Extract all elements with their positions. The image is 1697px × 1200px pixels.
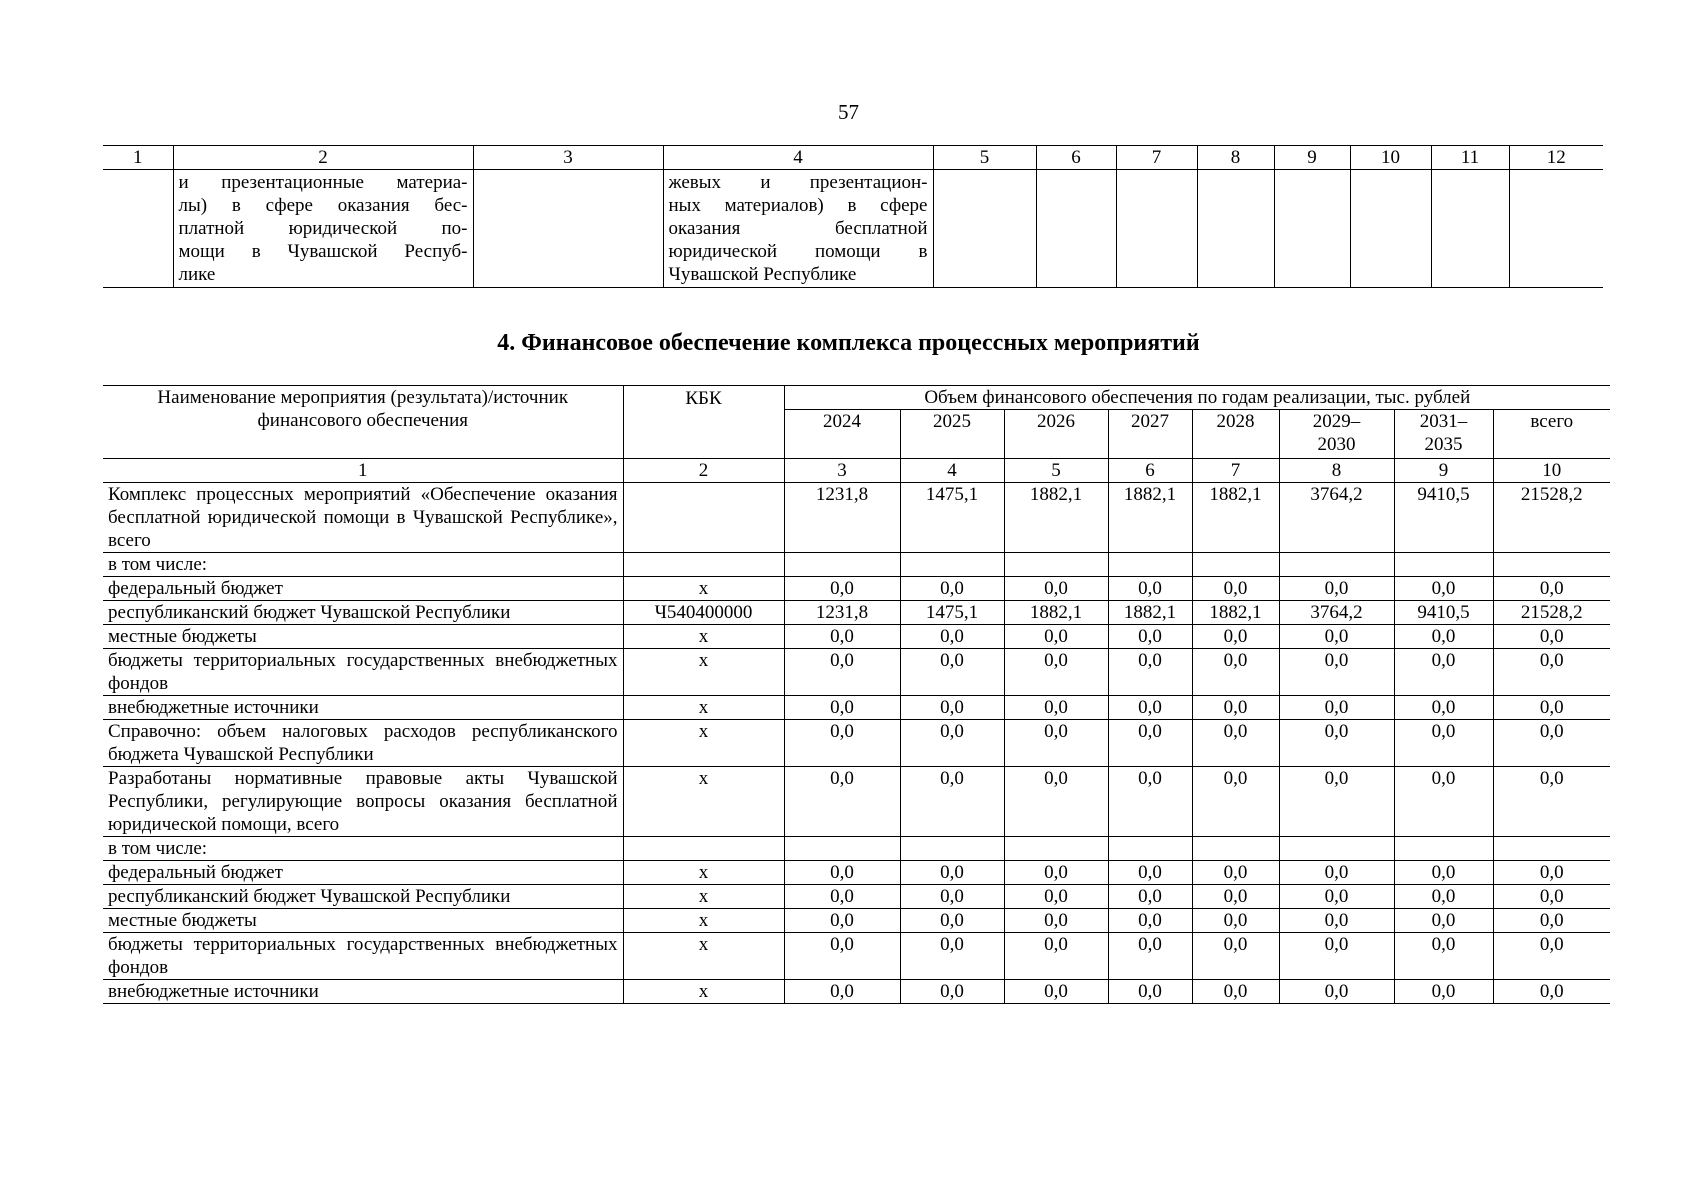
row-value: 0,0 bbox=[1279, 909, 1394, 933]
row-kbk: х bbox=[623, 767, 784, 837]
column-number: 1 bbox=[103, 459, 623, 483]
cell-empty bbox=[1036, 170, 1116, 288]
table-row bbox=[103, 483, 1610, 553]
row-value: 1882,1 bbox=[1004, 483, 1108, 553]
row-value: 0,0 bbox=[1004, 649, 1108, 696]
table-row bbox=[103, 885, 1610, 909]
row-value: 0,0 bbox=[1004, 625, 1108, 649]
row-name: Разработаны нормативные правовые акты Чувашской Республики, регулирующие вопросы оказания бесплатной юридической помощи, всего bbox=[103, 767, 623, 837]
row-value: 0,0 bbox=[1279, 885, 1394, 909]
header-kbk: КБК bbox=[623, 386, 784, 459]
row-name: бюджеты территориальных государственных внебюджетных фондов bbox=[103, 933, 623, 980]
row-value: 0,0 bbox=[1192, 696, 1279, 720]
column-number: 4 bbox=[663, 146, 933, 170]
row-value: 0,0 bbox=[1108, 720, 1192, 767]
row-value: 0,0 bbox=[1192, 720, 1279, 767]
section-title: 4. Финансовое обеспечение комплекса процессных мероприятий bbox=[497, 330, 1200, 356]
row-name: бюджеты территориальных государственных внебюджетных фондов bbox=[103, 649, 623, 696]
row-value: 0,0 bbox=[1493, 649, 1610, 696]
row-name: внебюджетные источники bbox=[103, 980, 623, 1004]
row-value: 9410,5 bbox=[1394, 483, 1493, 553]
row-kbk: х bbox=[623, 696, 784, 720]
column-number: 7 bbox=[1116, 146, 1197, 170]
table-row bbox=[103, 696, 1610, 720]
row-value bbox=[1279, 837, 1394, 861]
row-kbk: х bbox=[623, 933, 784, 980]
row-value: 0,0 bbox=[1394, 909, 1493, 933]
row-value: 1475,1 bbox=[900, 601, 1004, 625]
row-kbk: х bbox=[623, 625, 784, 649]
row-value: 1882,1 bbox=[1108, 483, 1192, 553]
column-number: 9 bbox=[1274, 146, 1350, 170]
row-value bbox=[1279, 553, 1394, 577]
table-body bbox=[103, 483, 1610, 1004]
row-value: 0,0 bbox=[900, 980, 1004, 1004]
table-row bbox=[103, 837, 1610, 861]
row-value: 0,0 bbox=[1192, 625, 1279, 649]
row-value: 0,0 bbox=[1394, 980, 1493, 1004]
row-value bbox=[900, 553, 1004, 577]
row-kbk: х bbox=[623, 577, 784, 601]
row-value: 0,0 bbox=[1108, 885, 1192, 909]
cell-col3 bbox=[473, 170, 663, 288]
row-value: 0,0 bbox=[1108, 577, 1192, 601]
cell-event-name bbox=[173, 170, 473, 288]
row-value: 0,0 bbox=[784, 767, 900, 837]
table-row bbox=[103, 601, 1610, 625]
row-value: 9410,5 bbox=[1394, 601, 1493, 625]
column-number: 9 bbox=[1394, 459, 1493, 483]
row-value: 0,0 bbox=[1004, 696, 1108, 720]
row-value bbox=[784, 837, 900, 861]
cell-empty bbox=[933, 170, 1036, 288]
row-value: 0,0 bbox=[900, 885, 1004, 909]
row-value bbox=[1493, 837, 1610, 861]
continuation-table bbox=[103, 145, 1603, 288]
row-kbk bbox=[623, 483, 784, 553]
row-value: 0,0 bbox=[1004, 885, 1108, 909]
cell-line: оказания бесплатной bbox=[668, 218, 928, 239]
row-value: 0,0 bbox=[900, 625, 1004, 649]
column-number: 4 bbox=[900, 459, 1004, 483]
table-row bbox=[103, 577, 1610, 601]
row-value: 0,0 bbox=[1493, 767, 1610, 837]
table-row bbox=[103, 625, 1610, 649]
row-value: 0,0 bbox=[1108, 861, 1192, 885]
row-value: 1882,1 bbox=[1004, 601, 1108, 625]
row-value bbox=[1004, 837, 1108, 861]
table-row bbox=[103, 933, 1610, 980]
row-value: 0,0 bbox=[1108, 625, 1192, 649]
row-value: 0,0 bbox=[900, 720, 1004, 767]
row-value bbox=[1108, 837, 1192, 861]
row-value: 0,0 bbox=[1394, 933, 1493, 980]
cell-col1 bbox=[103, 170, 173, 288]
cell-result-description bbox=[663, 170, 933, 288]
row-value: 1882,1 bbox=[1108, 601, 1192, 625]
column-number: 6 bbox=[1036, 146, 1116, 170]
row-value: 0,0 bbox=[1192, 649, 1279, 696]
row-value bbox=[1493, 553, 1610, 577]
row-value: 0,0 bbox=[1192, 933, 1279, 980]
cell-line: лы) в сфере оказания бес- bbox=[178, 195, 468, 216]
row-value: 21528,2 bbox=[1493, 483, 1610, 553]
row-value: 0,0 bbox=[1493, 696, 1610, 720]
column-number: 10 bbox=[1350, 146, 1431, 170]
financial-table bbox=[103, 385, 1610, 1004]
row-value: 0,0 bbox=[1004, 861, 1108, 885]
row-value: 1882,1 bbox=[1192, 483, 1279, 553]
row-value: 1231,8 bbox=[784, 483, 900, 553]
column-number: 3 bbox=[784, 459, 900, 483]
row-value: 0,0 bbox=[1394, 649, 1493, 696]
row-value: 0,0 bbox=[1108, 909, 1192, 933]
page-number: 57 bbox=[838, 100, 859, 124]
table-row bbox=[103, 861, 1610, 885]
header-year: 2028 bbox=[1192, 410, 1279, 459]
row-value: 0,0 bbox=[1004, 980, 1108, 1004]
cell-line: юридической помощи в bbox=[668, 241, 928, 262]
row-name: федеральный бюджет bbox=[103, 861, 623, 885]
column-number: 6 bbox=[1108, 459, 1192, 483]
column-number: 2 bbox=[623, 459, 784, 483]
column-number: 10 bbox=[1493, 459, 1610, 483]
row-name: местные бюджеты bbox=[103, 909, 623, 933]
row-value: 0,0 bbox=[1004, 933, 1108, 980]
row-value: 0,0 bbox=[1279, 767, 1394, 837]
row-value: 0,0 bbox=[1394, 767, 1493, 837]
header-year: 2029– 2030 bbox=[1279, 410, 1394, 459]
row-value: 0,0 bbox=[1279, 649, 1394, 696]
row-value: 0,0 bbox=[1493, 625, 1610, 649]
cell-line: ных материалов) в сфере bbox=[668, 195, 928, 216]
column-number: 8 bbox=[1279, 459, 1394, 483]
column-number-row bbox=[103, 146, 1603, 170]
row-name: в том числе: bbox=[103, 837, 623, 861]
row-value: 0,0 bbox=[1108, 649, 1192, 696]
row-value: 0,0 bbox=[1279, 861, 1394, 885]
row-value: 0,0 bbox=[1192, 980, 1279, 1004]
row-value: 0,0 bbox=[1108, 767, 1192, 837]
table-row bbox=[103, 649, 1610, 696]
row-value: 0,0 bbox=[1004, 720, 1108, 767]
header-year: 2025 bbox=[900, 410, 1004, 459]
cell-empty bbox=[1509, 170, 1603, 288]
row-value: 0,0 bbox=[784, 577, 900, 601]
row-value: 0,0 bbox=[1192, 577, 1279, 601]
cell-empty bbox=[1431, 170, 1509, 288]
row-value: 1231,8 bbox=[784, 601, 900, 625]
row-value: 0,0 bbox=[1394, 696, 1493, 720]
row-value: 0,0 bbox=[784, 909, 900, 933]
row-value: 0,0 bbox=[1394, 577, 1493, 601]
table-row bbox=[103, 980, 1610, 1004]
header-year: всего bbox=[1493, 410, 1610, 459]
column-number: 8 bbox=[1197, 146, 1274, 170]
row-value bbox=[1394, 837, 1493, 861]
row-name: в том числе: bbox=[103, 553, 623, 577]
row-name: внебюджетные источники bbox=[103, 696, 623, 720]
cell-line: лике bbox=[178, 264, 216, 285]
header-name: Наименование мероприятия (результата)/источник финансового обеспечения bbox=[103, 386, 623, 459]
row-value: 0,0 bbox=[900, 696, 1004, 720]
row-value: 0,0 bbox=[1493, 861, 1610, 885]
row-value: 0,0 bbox=[1394, 885, 1493, 909]
cell-empty bbox=[1350, 170, 1431, 288]
row-value: 0,0 bbox=[900, 649, 1004, 696]
row-value: 0,0 bbox=[784, 885, 900, 909]
header-volume: Объем финансового обеспечения по годам реализации, тыс. рублей bbox=[784, 386, 1610, 410]
row-value: 0,0 bbox=[784, 696, 900, 720]
row-value: 0,0 bbox=[1108, 980, 1192, 1004]
row-kbk: х bbox=[623, 980, 784, 1004]
cell-line: жевых и презентацион- bbox=[668, 172, 928, 193]
row-kbk: х bbox=[623, 649, 784, 696]
row-kbk: х bbox=[623, 885, 784, 909]
table-row bbox=[103, 767, 1610, 837]
row-value: 0,0 bbox=[900, 861, 1004, 885]
header-year: 2024 bbox=[784, 410, 900, 459]
row-value bbox=[1192, 837, 1279, 861]
cell-empty bbox=[1197, 170, 1274, 288]
row-name: федеральный бюджет bbox=[103, 577, 623, 601]
row-value: 0,0 bbox=[1004, 577, 1108, 601]
row-value: 0,0 bbox=[1493, 980, 1610, 1004]
table-row bbox=[103, 720, 1610, 767]
row-value: 0,0 bbox=[784, 980, 900, 1004]
row-value: 0,0 bbox=[1279, 696, 1394, 720]
row-value: 0,0 bbox=[1394, 720, 1493, 767]
row-value: 0,0 bbox=[1493, 720, 1610, 767]
row-kbk bbox=[623, 553, 784, 577]
row-value: 0,0 bbox=[1108, 696, 1192, 720]
row-value: 0,0 bbox=[1394, 625, 1493, 649]
row-value bbox=[1394, 553, 1493, 577]
cell-empty bbox=[1274, 170, 1350, 288]
row-value: 0,0 bbox=[784, 720, 900, 767]
row-value bbox=[784, 553, 900, 577]
row-value: 21528,2 bbox=[1493, 601, 1610, 625]
row-value: 0,0 bbox=[784, 933, 900, 980]
row-value: 0,0 bbox=[1192, 767, 1279, 837]
row-value: 0,0 bbox=[1394, 861, 1493, 885]
row-name: республиканский бюджет Чувашской Республики bbox=[103, 601, 623, 625]
row-name: республиканский бюджет Чувашской Республики bbox=[103, 885, 623, 909]
cell-line: и презентационные материа- bbox=[178, 172, 468, 193]
row-value: 0,0 bbox=[1279, 980, 1394, 1004]
row-value: 0,0 bbox=[1192, 885, 1279, 909]
column-number: 3 bbox=[473, 146, 663, 170]
row-value bbox=[900, 837, 1004, 861]
row-name: местные бюджеты bbox=[103, 625, 623, 649]
column-number: 7 bbox=[1192, 459, 1279, 483]
row-value: 0,0 bbox=[900, 909, 1004, 933]
column-number: 12 bbox=[1509, 146, 1603, 170]
row-value: 0,0 bbox=[1493, 933, 1610, 980]
column-number: 1 bbox=[103, 146, 173, 170]
cell-line: Чувашской Республике bbox=[668, 264, 857, 285]
column-number: 2 bbox=[173, 146, 473, 170]
cell-empty bbox=[1116, 170, 1197, 288]
row-value: 1475,1 bbox=[900, 483, 1004, 553]
row-value: 0,0 bbox=[1004, 909, 1108, 933]
row-value: 0,0 bbox=[1279, 933, 1394, 980]
row-value: 0,0 bbox=[1192, 861, 1279, 885]
row-value: 0,0 bbox=[1279, 625, 1394, 649]
row-value: 0,0 bbox=[900, 933, 1004, 980]
row-value: 0,0 bbox=[900, 767, 1004, 837]
row-value: 0,0 bbox=[1192, 909, 1279, 933]
row-kbk: х bbox=[623, 909, 784, 933]
row-kbk: Ч540400000 bbox=[623, 601, 784, 625]
table-row bbox=[103, 553, 1610, 577]
row-value: 3764,2 bbox=[1279, 483, 1394, 553]
row-value: 1882,1 bbox=[1192, 601, 1279, 625]
row-value bbox=[1192, 553, 1279, 577]
table-row bbox=[103, 170, 1603, 288]
row-value: 0,0 bbox=[784, 649, 900, 696]
row-kbk: х bbox=[623, 861, 784, 885]
header-year: 2026 bbox=[1004, 410, 1108, 459]
row-value: 0,0 bbox=[1279, 720, 1394, 767]
row-value: 0,0 bbox=[900, 577, 1004, 601]
row-value: 0,0 bbox=[1493, 885, 1610, 909]
row-value: 0,0 bbox=[1108, 933, 1192, 980]
row-name: Комплекс процессных мероприятий «Обеспечение оказания бесплатной юридической помощи в Чувашской Республике», всего bbox=[103, 483, 623, 553]
row-value bbox=[1108, 553, 1192, 577]
header-year: 2027 bbox=[1108, 410, 1192, 459]
row-kbk bbox=[623, 837, 784, 861]
column-number: 11 bbox=[1431, 146, 1509, 170]
row-value: 0,0 bbox=[1493, 909, 1610, 933]
row-value: 3764,2 bbox=[1279, 601, 1394, 625]
row-kbk: х bbox=[623, 720, 784, 767]
header-row bbox=[103, 386, 1610, 410]
row-value: 0,0 bbox=[1493, 577, 1610, 601]
row-value: 0,0 bbox=[1004, 767, 1108, 837]
column-number: 5 bbox=[1004, 459, 1108, 483]
header-year: 2031– 2035 bbox=[1394, 410, 1493, 459]
row-value: 0,0 bbox=[784, 625, 900, 649]
table-row bbox=[103, 909, 1610, 933]
row-name: Справочно: объем налоговых расходов республиканского бюджета Чувашской Республики bbox=[103, 720, 623, 767]
column-number: 5 bbox=[933, 146, 1036, 170]
row-value: 0,0 bbox=[784, 861, 900, 885]
row-value bbox=[1004, 553, 1108, 577]
cell-line: мощи в Чувашской Респуб- bbox=[178, 241, 468, 262]
cell-line: платной юридической по- bbox=[178, 218, 468, 239]
row-value: 0,0 bbox=[1279, 577, 1394, 601]
column-number-row bbox=[103, 459, 1610, 483]
